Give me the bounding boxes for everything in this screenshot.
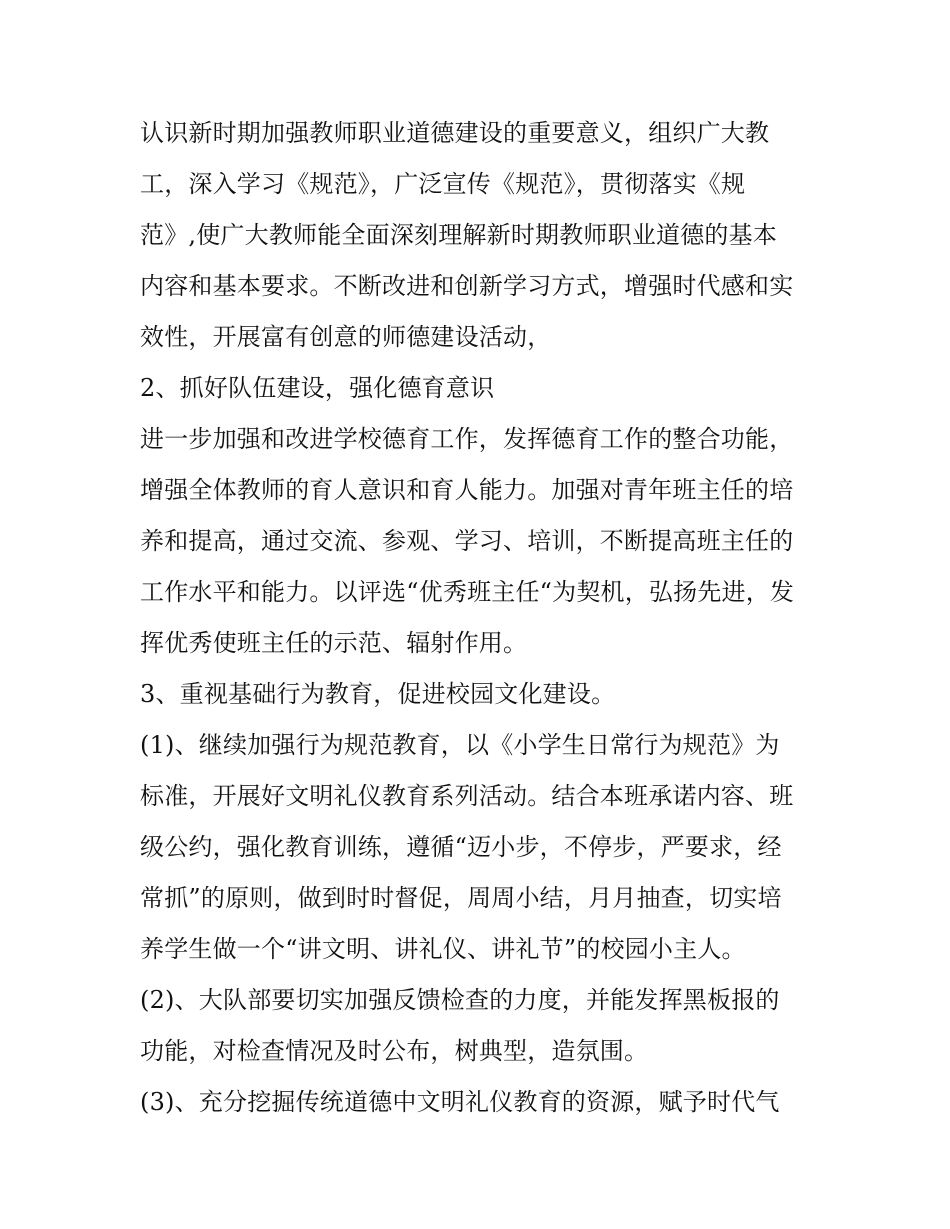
text-line: 标准，开展好文明礼仪教育系列活动。结合本班承诺内容、班 [140,782,794,810]
section-heading-3: 3、重视基础行为教育，促进校园文化建设。 [140,680,616,708]
text-line: 级公约，强化教育训练，遵循“迈小步，不停步，严要求，经 [140,833,782,861]
text-line: 挥优秀使班主任的示范、辐射作用。 [140,629,528,657]
text-line: 养学生做一个“讲文明、讲礼仪、讲礼节”的校园小主人。 [140,935,746,963]
text-line: 效性，开展富有创意的师德建设活动， [140,323,552,351]
section-heading-2: 2、抓好队伍建设，强化德育意识 [140,374,495,402]
list-item-3: (3)、充分挖掘传统道德中文明礼仪教育的资源，赋予时代气 [140,1088,780,1116]
text-line: 进一步加强和改进学校德育工作，发挥德育工作的整合功能， [140,425,794,453]
text-line: 内容和基本要求。不断改进和创新学习方式，增强时代感和实 [140,272,794,300]
text-line: 功能，对检查情况及时公布，树典型，造氛围。 [140,1037,649,1065]
document-body [140,108,820,1128]
text-line: 养和提高，通过交流、参观、学习、培训，不断提高班主任的 [140,527,794,555]
text-line: 增强全体教师的育人意识和育人能力。加强对青年班主任的培 [140,476,794,504]
text-line: 常抓”的原则，做到时时督促，周周小结，月月抽查，切实培 [140,884,782,912]
text-line: 工，深入学习《规范》，广泛宣传《规范》，贯彻落实《规 [140,170,746,198]
text-line: 工作水平和能力。以评选“优秀班主任“为契机，弘扬先进，发 [140,578,795,606]
list-item-1: (1)、继续加强行为规范教育，以《小学生日常行为规范》为 [140,731,780,759]
text-line: 范》,使广大教师能全面深刻理解新时期教师职业道德的基本 [140,221,778,249]
list-item-2: (2)、大队部要切实加强反馈检查的力度，并能发挥黑板报的 [140,986,780,1014]
text-line: 认识新时期加强教师职业道德建设的重要意义，组织广大教 [140,119,770,147]
